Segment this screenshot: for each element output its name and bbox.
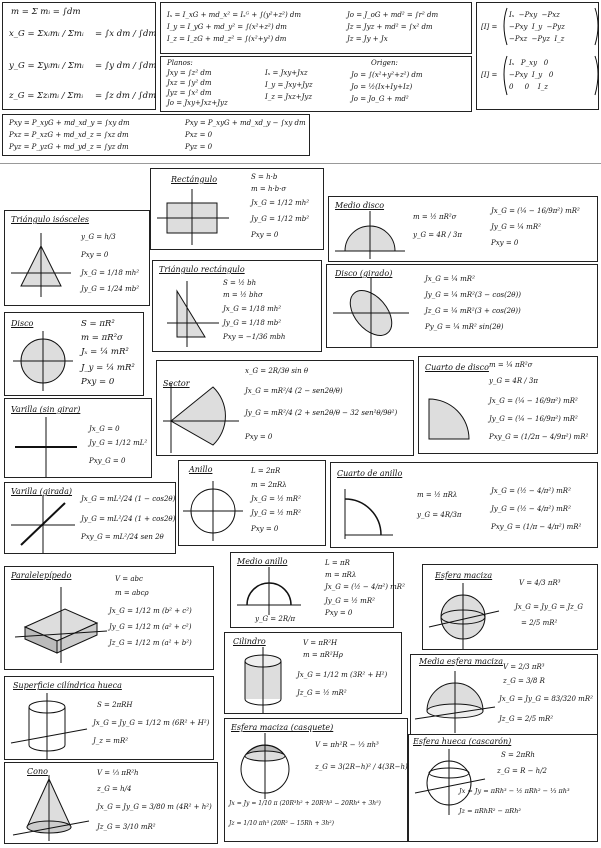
polar-2: Jz = Jyz + md² = ∫x² dm: [347, 23, 433, 31]
matrix-1-row-3: −Pxz −Pyz I_z: [509, 35, 565, 43]
rotated-disk-jz: Jz_G = ¼ mR²(3 + cos(2θ)): [425, 307, 521, 315]
planos-4: Jo = Jxy+Jxz+Jyz: [167, 99, 228, 107]
parallelepiped-jz: Jz_G = 1/12 m (a² + b²): [109, 639, 192, 647]
planes-box: [160, 56, 472, 112]
right-triangle-line-4: Jy_G = 1/18 mb²: [223, 319, 282, 327]
cylinder-jx: Jx_G = 1/12 m (3R² + H²): [297, 671, 388, 679]
isosceles-jy: Jy_G = 1/24 mb²: [81, 285, 140, 293]
rectangle-line-2: m = h·b·σ: [251, 185, 287, 193]
cylinder-volume: V = πR²H: [303, 639, 338, 647]
quarter-ring-jy: Jy_G = (½ − 4/π²) mR²: [491, 505, 571, 513]
hemisphere-volume: V = 2/3 πR³: [503, 663, 545, 671]
steiner-x: Iₓ = I_xG + md_x² = Iₓᴳ + ∫(y²+z²) dm: [167, 11, 302, 19]
cylindrical-shell-title: Superficie cilíndrica hueca: [13, 681, 122, 690]
product-xz: Pxz = P_xzG + md_xd_z = ∫xz dm: [9, 131, 129, 139]
rotated-disk-title: Disco (girado): [335, 269, 393, 278]
rod-jx: Jx_G = 0: [89, 425, 120, 433]
disk-figure: [13, 329, 73, 391]
quarter-disk-yg: y_G = 4R / 3π: [489, 377, 538, 385]
rotated-disk-jy: Jy_G = ¼ mR²(3 − cos(2θ)): [425, 291, 521, 299]
matrix-1-row-1: Iₓ −Pxy −Pxz: [509, 11, 560, 19]
quarter-ring-pxy: Pxy_G = (1/π − 4/π²) mR²: [491, 523, 582, 531]
matrix-1-row-2: −Pxy I_y −Pyz: [509, 23, 565, 31]
half-ring-title: Medio anillo: [237, 557, 288, 566]
hemisphere-jz: Jz_G = 2/5 mR²: [499, 715, 554, 723]
rotated-disk-jx: Jx_G = ¼ mR²: [425, 275, 475, 283]
rotated-disk-figure: [333, 277, 409, 347]
product-right-xz: Pxz = 0: [185, 131, 213, 139]
product-right-xy: Pxy = P_xyG + md_xd_y − ∫xy dm: [185, 119, 306, 127]
right-triangle-line-1: S = ½ bh: [223, 279, 257, 287]
planos-3: Jyz = ∫x² dm: [167, 89, 212, 97]
sector-pxy: Pxy = 0: [245, 433, 273, 441]
rod-figure: [11, 417, 81, 477]
cone-card: [4, 762, 218, 844]
isosceles-yg: y_G = h/3: [81, 233, 116, 241]
right-triangle-figure: [161, 279, 221, 349]
cone-volume: V = ⅓ πR²h: [97, 769, 139, 777]
ring-length: L = 2πR: [251, 467, 281, 475]
spherical-cap-title: Esfera maciza (casquete): [231, 723, 334, 732]
quarter-disk-jy: Jy_G = (¼ − 16/9π²) mR²: [489, 415, 578, 423]
quarter-ring-jx: Jx_G = (½ − 4/π²) mR²: [491, 487, 571, 495]
sector-jx: Jx_G = mR²/4 (2 − sen2θ/θ): [245, 387, 343, 395]
hemisphere-card: [410, 654, 598, 736]
solid-sphere-volume: V = 4/3 πR³: [519, 579, 561, 587]
rotated-rod-jx: Jx_G = mL²/24 (1 − cos2θ): [81, 495, 176, 503]
spherical-cap-jz: Jz = 1/10 πh³ (20R² − 15Rh + 3h²): [229, 820, 334, 827]
cg-x-formula: x_G = Σxᵢmᵢ / Σmᵢ: [9, 29, 84, 39]
rectangle-line-4: Jy_G = 1/12 mb²: [251, 215, 310, 223]
half-ring-mass: m = πRλ: [325, 571, 357, 579]
rectangle-title: Rectángulo: [171, 175, 218, 184]
rod-pxy: Pxy_G = 0: [89, 457, 126, 465]
spherical-shell-jz: Jz = πRhR² − πRh²: [459, 807, 521, 815]
sector-jy: Jy_G = mR²/4 (2 + sen2θ/θ − 32 sen²θ/9θ²): [245, 409, 398, 417]
disk-title: Disco: [11, 319, 34, 328]
half-disk-figure: [335, 211, 405, 261]
sector-title: Sector: [163, 379, 190, 388]
spherical-cap-card: [224, 718, 408, 842]
disk-mass: m = πR²σ: [81, 333, 123, 343]
parallelepiped-figure: [11, 587, 107, 665]
steiner-z: I_z = I_zG + md_z² = ∫(x²+y²) dm: [167, 35, 287, 43]
right-triangle-line-3: Jx_G = 1/18 mh²: [223, 305, 282, 313]
planos-mid-3: I_z = Jxz+Jyz: [265, 93, 313, 101]
matrix-brackets: [477, 3, 600, 111]
cylindrical-shell-jz: J_z = mR²: [93, 737, 129, 745]
products-box: [2, 114, 310, 156]
quarter-disk-pxy: Pxy_G = (1/2π − 4/9π²) mR²: [489, 433, 589, 441]
quarter-disk-card: [418, 356, 598, 454]
parallelepiped-card: [4, 566, 214, 670]
rectangle-line-3: Jx_G = 1/12 mh²: [251, 199, 310, 207]
hemisphere-zg: z_G = 3/8 R: [503, 677, 545, 685]
solid-sphere-j-value: = 2/5 mR²: [521, 619, 558, 627]
spherical-shell-jxy: Jx = Jy = πRh³ − ½ πRh² − ⅓ πh³: [459, 787, 570, 795]
cylinder-title: Cilindro: [233, 637, 266, 646]
cylinder-jz: Jz_G = ½ mR²: [297, 689, 347, 697]
half-disk-pxy: Pxy = 0: [491, 239, 519, 247]
mass-formula: m = Σ mᵢ = ∫dm: [11, 7, 81, 17]
isosceles-pxy: Pxy = 0: [81, 251, 109, 259]
disk-card: [4, 312, 144, 396]
planos-title: Planos:: [167, 59, 193, 67]
rod-jy: Jy_G = 1/12 mL²: [89, 439, 148, 447]
quarter-disk-figure: [423, 389, 479, 449]
rotated-rod-card: [4, 482, 176, 554]
planos-mid-2: I_y = Jxy+Jyz: [265, 81, 313, 89]
rod-title: Varilla (sin girar): [11, 405, 81, 414]
parallelepiped-mass: m = abcρ: [115, 589, 149, 597]
half-ring-card: [230, 552, 405, 628]
ring-figure: [183, 479, 243, 543]
cylindrical-shell-jxy: Jx_G = Jy_G = 1/12 m (6R² + H²): [93, 719, 210, 727]
rotated-rod-jy: Jy_G = mL²/24 (1 + cos2θ): [81, 515, 176, 523]
planos-mid-1: Iₓ = Jxy+Jxz: [265, 69, 308, 77]
cylinder-card: [224, 632, 402, 714]
cg-x-integral: = ∫x dm / ∫dm: [95, 29, 157, 39]
rectangle-line-1: S = h·b: [251, 173, 278, 181]
half-ring-pxy: Pxy = 0: [325, 609, 353, 617]
matrix-2-label: [I] =: [481, 71, 498, 79]
cg-y-integral: = ∫y dm / ∫dm: [95, 61, 157, 71]
quarter-ring-yg: y_G = 4R/3π: [417, 511, 462, 519]
quarter-disk-title: Cuarto de disco: [425, 363, 489, 372]
disk-jy: J_y = ¼ mR²: [81, 363, 135, 373]
quarter-ring-mass: m = ½ πRλ: [417, 491, 458, 499]
polar-1: Jo = J_oG + md² = ∫r² dm: [347, 11, 439, 19]
parallelepiped-jx: Jx_G = 1/12 m (b² + c²): [109, 607, 192, 615]
parallelepiped-volume: V = abc: [115, 575, 143, 583]
isosceles-title: Triángulo isósceles: [11, 215, 90, 224]
right-triangle-card: [152, 260, 322, 352]
isosceles-triangle-card: [4, 210, 150, 306]
origen-title: Origen:: [371, 59, 398, 67]
right-triangle-line-2: m = ½ bhσ: [223, 291, 263, 299]
rectangle-figure: [157, 189, 237, 249]
quarter-disk-mass: m = ¼ πR²σ: [489, 361, 533, 369]
matrix-2-row-1: Iₓ P_xy 0: [509, 59, 549, 67]
disk-pxy: Pxy = 0: [81, 377, 115, 387]
quarter-ring-card: [330, 462, 598, 548]
hemisphere-title: Media esfera maciza: [419, 657, 503, 666]
half-disk-title: Medio disco: [335, 201, 385, 210]
right-triangle-title: Triángulo rectángulo: [159, 265, 245, 274]
cone-jz: Jz_G = 3/10 mR²: [97, 823, 156, 831]
half-disk-yg: y_G = 4R / 3π: [413, 231, 462, 239]
product-xy: Pxy = P_xyG + md_xd_y = ∫xy dm: [9, 119, 130, 127]
spherical-shell-card: [408, 734, 598, 842]
planos-1: Jxy = ∫z² dm: [167, 69, 212, 77]
ring-mass: m = 2πRλ: [251, 481, 287, 489]
ring-card: [178, 460, 326, 546]
hemisphere-jxy: Jx_G = Jy_G = 83/320 mR²: [499, 695, 593, 703]
parallelepiped-title: Paralelepípedo: [11, 571, 72, 580]
spherical-cap-zg: z_G = 3(2R−h)² / 4(3R−h): [315, 763, 408, 771]
quarter-ring-title: Cuarto de anillo: [337, 469, 403, 478]
half-ring-jy: Jy_G = ½ mR²: [325, 597, 375, 605]
rotated-disk-pxy: Py_G = ¼ mR² sin(2θ): [425, 323, 504, 331]
parallelepiped-jy: Jy_G = 1/12 m (a² + c²): [109, 623, 192, 631]
cylinder-mass: m = πR²Hρ: [303, 651, 343, 659]
right-triangle-line-5: Pxy = −1/36 mbh: [223, 333, 286, 341]
steiner-y: I_y = I_yG + md_y² = ∫(x²+z²) dm: [167, 23, 287, 31]
sector-figure: [163, 383, 239, 453]
isosceles-figure: [11, 231, 71, 301]
spherical-cap-figure: [231, 733, 301, 799]
solid-sphere-card: [422, 564, 598, 650]
rod-card: [4, 398, 152, 478]
solid-sphere-figure: [429, 583, 499, 649]
cg-y-formula: y_G = Σyᵢmᵢ / Σmᵢ: [9, 61, 84, 71]
origen-2: Jo = ½(Ix+Iy+Iz): [351, 83, 413, 91]
centroid-box: [2, 2, 156, 110]
cone-zg: z_G = h/4: [97, 785, 132, 793]
section-divider: [0, 163, 601, 164]
hemisphere-figure: [415, 671, 495, 735]
sector-card: [156, 360, 414, 456]
rectangle-card: [150, 168, 324, 250]
spherical-cap-volume: V = πh²R − ⅓ πh³: [315, 741, 379, 749]
rotated-rod-figure: [11, 495, 75, 553]
inertia-matrix-box: [476, 2, 599, 110]
cone-jxy: Jx_G = Jy_G = 3/80 m (4R² + h²): [97, 803, 212, 811]
rotated-disk-card: [326, 264, 598, 348]
quarter-disk-jx: Jx_G = (¼ − 16/9π²) mR²: [489, 397, 578, 405]
origen-1: Jo = ∫(x²+y²+z²) dm: [351, 71, 423, 79]
product-yz: Pyz = P_yzG + md_yd_z = ∫yz dm: [9, 143, 129, 151]
half-ring-jx: Jx_G = (½ − 4/π²) mR²: [325, 583, 405, 591]
spherical-shell-area: S = 2πRh: [501, 751, 535, 759]
half-ring-yg: y_G = 2R/π: [255, 615, 296, 623]
half-ring-length: L = πR: [325, 559, 350, 567]
matrix-2-row-3: 0 0 I_z: [509, 83, 548, 91]
rotated-rod-pxy: Pxy_G = mL²/24 sen 2θ: [81, 533, 164, 541]
disk-area: S = πR²: [81, 319, 115, 329]
steiner-box: [160, 2, 472, 54]
cylindrical-shell-figure: [11, 693, 87, 759]
cone-title: Cono: [27, 767, 48, 776]
half-disk-jx: Jx_G = (¼ − 16/9π²) mR²: [491, 207, 580, 215]
rotated-rod-title: Varilla (girada): [11, 487, 73, 496]
spherical-shell-title: Esfera hueca (cascarón): [413, 737, 512, 746]
half-disk-mass: m = ½ πR²σ: [413, 213, 457, 221]
planos-2: Jxz = ∫y² dm: [167, 79, 212, 87]
spherical-shell-figure: [415, 749, 485, 815]
disk-jx: Jₓ = ¼ mR²: [81, 347, 129, 357]
product-right-yz: Pyz = 0: [185, 143, 213, 151]
ring-jx: Jx_G = ½ mR²: [251, 495, 301, 503]
isosceles-jx: Jx_G = 1/18 mh²: [81, 269, 140, 277]
cylinder-figure: [231, 647, 297, 713]
polar-3: Jz = Jy + Jx: [347, 35, 388, 43]
cg-z-integral: = ∫z dm / ∫dm: [95, 91, 157, 101]
half-ring-figure: [237, 567, 301, 617]
matrix-2-row-2: −Pxy I_y 0: [509, 71, 554, 79]
rectangle-line-5: Pxy = 0: [251, 231, 279, 239]
half-disk-jy: Jy_G = ¼ mR²: [491, 223, 541, 231]
quarter-ring-figure: [337, 489, 393, 545]
spherical-shell-zg: z_G = R − h/2: [497, 767, 548, 775]
sector-xg: x_G = 2R/3θ sin θ: [245, 367, 309, 375]
origen-3: Jo = Jo_G + md²: [351, 95, 409, 103]
matrix-1-label: [I] =: [481, 23, 498, 31]
cylindrical-shell-area: S = 2πRH: [97, 701, 133, 709]
ring-title: Anillo: [189, 465, 213, 474]
spherical-cap-jxy: Jx = Jy = 1/10 π (20R³h² + 20R²h³ − 20Rh⁴ + 3h⁵): [229, 800, 381, 807]
solid-sphere-title: Esfera maciza: [435, 571, 493, 580]
solid-sphere-j: Jx_G = Jy_G = Jz_G: [515, 603, 583, 611]
cylindrical-shell-card: [4, 676, 214, 760]
ring-pxy: Pxy = 0: [251, 525, 279, 533]
cg-z-formula: z_G = Σzᵢmᵢ / Σmᵢ: [9, 91, 84, 101]
cone-figure: [13, 775, 89, 841]
ring-jy: Jy_G = ½ mR²: [251, 509, 301, 517]
half-disk-card: [328, 196, 598, 262]
